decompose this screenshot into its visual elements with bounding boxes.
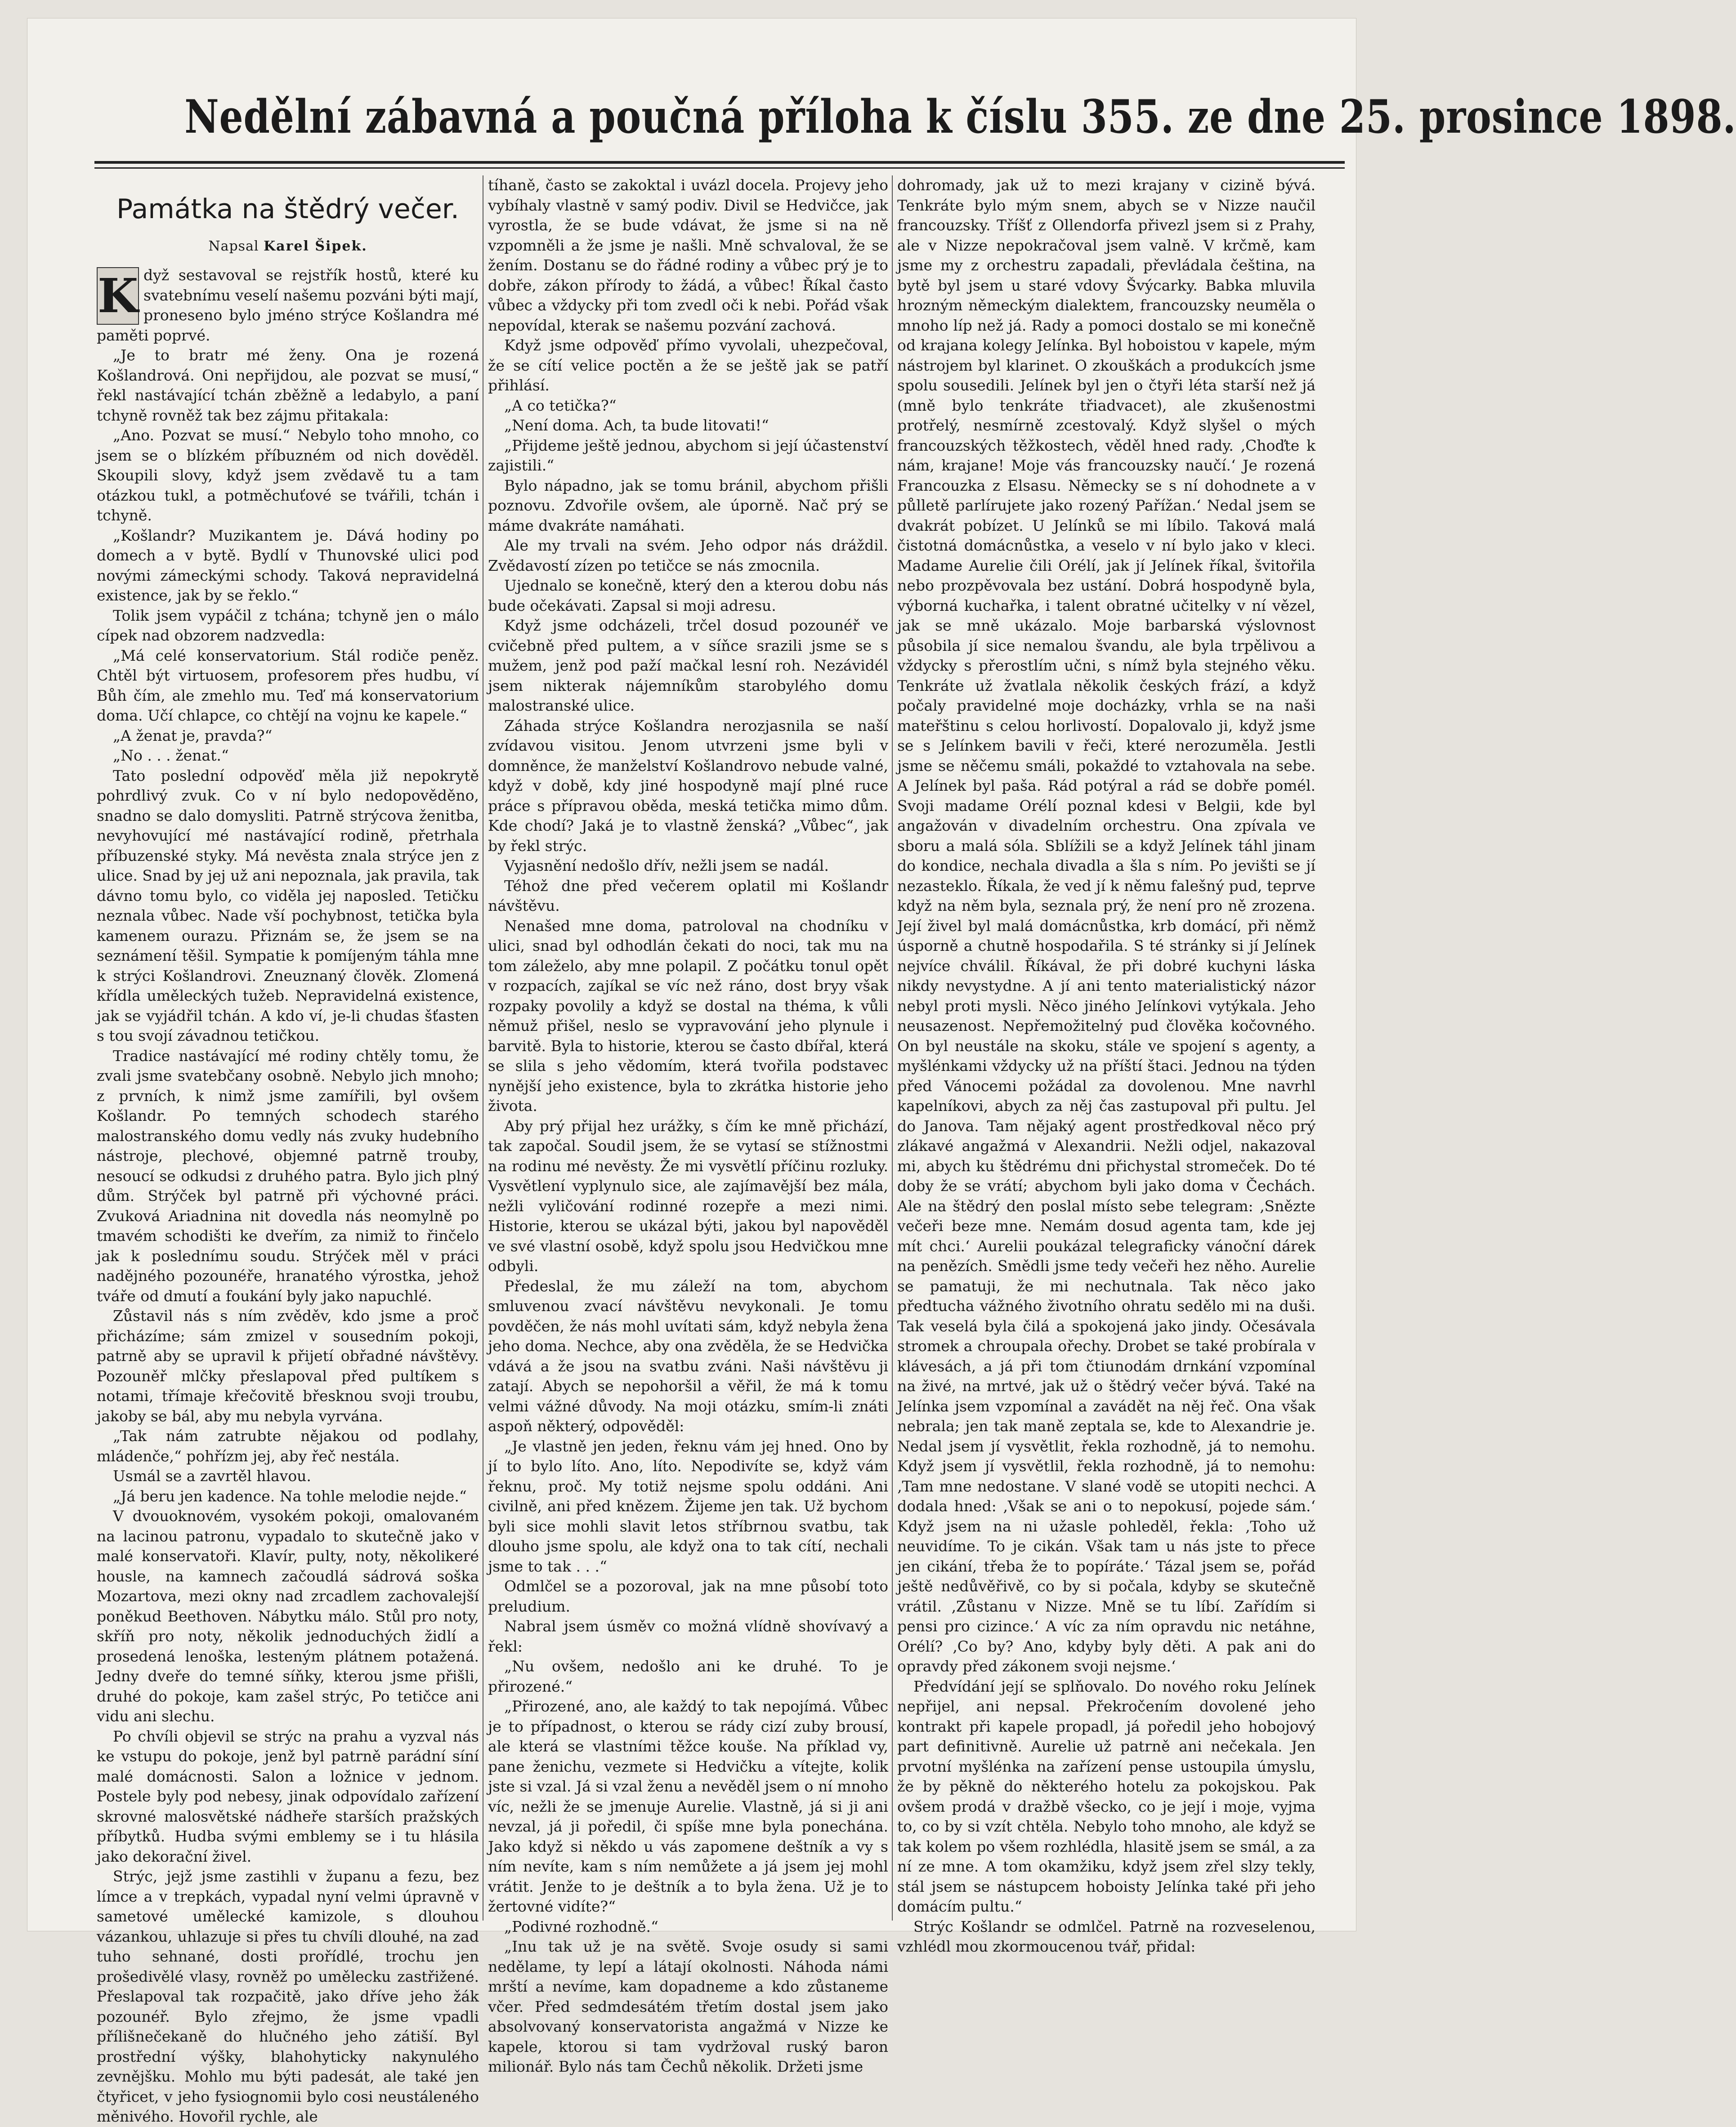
paragraph: „Přirozené, ano, ale každý to tak nepojímá. Vůbec je to případnost, o kterou se rády cizí zuby brousí, ale která se vlastními těžce kouše. Na příklad vy, pane ženichu, vezmete si Hedvičku a vítejte, kolik jste si vzal. Já si vzal ženu a nevěděl jsem o ní mnoho víc, nežli že se jmenuje Aurelie. Vlastně, já si ji ani nevzal, já ji poředil, či spíše mne byla ponechána. Jako když si někdo u vás zapomene deštník a vy s ním nevíte, kam s ním nemůžete a já jsem jej mohl vrátit. Jenže to je deštník a to byla žena. Už je to žertovné vidíte?“: [488, 1697, 888, 1915]
column-2-body: [488, 175, 888, 2077]
drop-cap: K: [97, 267, 139, 325]
paragraph: dyž sestavoval se rejstřík hostů, které ku svatebnímu veselí našemu pozváni býti mají, proneseno bylo jméno strýce Košlandra mé paměti poprvé.: [97, 266, 479, 344]
paragraph: Nabral jsem úsměv co možná vlídně shovívavý a řekl:: [488, 1617, 888, 1655]
paragraph: Když jsme odpověď přímo vyvolali, uhezpečoval, že se cítí velice poctěn a že se ještě jak se patří přihlásí.: [488, 336, 888, 394]
paragraph: Předvídání její se splňovalo. Do nového roku Jelínek nepřijel, ani nepsal. Překročením dovolené jeho kontrakt při kapele propadl, já poředil jeho hobojový part definitivně. Aurelie už patrně ani nečekala. Jen prvotní myšlénka na zařízení pense ustoupila úmyslu, že by pěkně do některého hotelu za pokojskou. Pak ovšem prodá v dražbě všecko, co je její i moje, vyjma to, co by si vzít chtěla. Nebylo toho mnoho, ale když se tak kolem po všem rozhlédla, hlasitě jsem se smál, a za ní ze mne. A tom okamžiku, když jsem zřel slzy tekly, stál jsem se nástupcem hoboisty Jelínka také při jeho domácím pultu.“: [897, 1677, 1315, 1915]
paragraph: „Není doma. Ach, ta bude litovati!“: [504, 416, 769, 434]
article-title: Památka na štědrý večer.: [116, 193, 459, 225]
column-3: [897, 175, 1315, 1955]
paragraph: „No . . . ženat.“: [113, 747, 229, 764]
paragraph: Tolik jsem vypáčil z tchána; tchyně jen o málo cípek nad obzorem nadzvedla:: [97, 606, 479, 644]
column-3-body: [897, 175, 1315, 1957]
paragraph: Bylo nápadno, jak se tomu bránil, abychom přišli poznovu. Zdvořile ovšem, ale úporně. Nač prý se máme dvakráte namáhati.: [488, 476, 888, 534]
paragraph: „Nu ovšem, nedošlo ani ke druhé. To je přirozené.“: [488, 1657, 888, 1695]
paragraph: Vyjasnění nedošlo dřív, nežli jsem se nadál.: [504, 857, 829, 874]
paragraph: „Já beru jen kadence. Na tohle melodie nejde.“: [113, 1487, 467, 1505]
paragraph: Strýc, jejž jsme zastihli v županu a fezu, bez límce a v trepkách, vypadal nyní velmi úpravně v sametové umělecké kamizole, s dlouhou vázankou, uhlazuje si přes tu chvíli dlouhé, na zad tuho sehnané, dosti prořídlé, trochu jen prošedivělé vlasy, rovněž po umělecku zastřižené. Přeslapoval tak rozpačitě, jako dříve jeho žák pozounéř. Bylo zřejmo, že jsme vpadli přílišnečekaně do hlučného jeho zátiší. Byl prostřední výšky, blahohyticky nakynulého zevnějšku. Mohlo mu býti padesát, ale také jen čtyřicet, v jeho fysiognomii bylo cosi neustáleného měnivého. Hovořil rychle, ale: [97, 1867, 479, 2125]
paragraph: Téhož dne před večerem oplatil mi Košlandr návštěvu.: [488, 877, 888, 914]
paragraph: Usmál se a zavrtěl hlavou.: [113, 1467, 311, 1485]
paragraph: Zůstavil nás s ním zvěděv, kdo jsme a proč přicházíme; sám zmizel v sousedním pokoji, patrně aby se upravil k přijetí obřadné návštěvy. Pozouněř mlčky přeslapoval před pultíkem s notami, třímaje křečovitě břesknou svoji troubu, jakoby se bál, aby mu nebyla vyrvána.: [97, 1307, 479, 1425]
paragraph: „Podivné rozhodně.“: [504, 1917, 658, 1935]
paragraph: „A ženat je, pravda?“: [113, 726, 273, 744]
column-2: [488, 175, 888, 2075]
paragraph: „Inu tak už je na světě. Svoje osudy si sami nedělame, ty lepí a látají okolnosti. Náhoda námi mrští a nevíme, kam dopadneme a kdo zůstaneme včer. Před sedmdesátém třetím dostal jsem jako absolvovaný konservatorista angažmá v Nizze ke kapele, ktorou si tam vydržoval ruský baron milionář. Bylo nás tam Čechů několik. Držeti jsme: [488, 1938, 888, 2075]
paragraph: „Tak nám zatrubte nějakou od podlahy, mládenče,“ pohřízm jej, aby řeč nestála.: [97, 1427, 479, 1465]
paragraph: Ale my trvali na svém. Jeho odpor nás dráždil. Zvědavostí zízen po tetičce se nás zmocnila.: [488, 537, 888, 574]
paragraph: „A co tetička?“: [504, 396, 617, 414]
paragraph: „Je to bratr mé ženy. Ona je rozená Košlandrová. Oni nepřijdou, ale pozvat se musí,“ řekl nastávající tchán zběžně a ledabylo, a paní tchyně rovněž tak bez zájmu přitakala:: [97, 346, 479, 424]
paragraph: „Je vlastně jen jeden, řeknu vám jej hned. Ono by jí to bylo líto. Ano, líto. Nepodivíte se, když vám řeknu, proč. My totiž nejsme spolu oddáni. Ani civilně, ani před knězem. Žijeme jen tak. Už bychom byli sice mohli slavit letos stříbrnou svatbu, tak dlouho jsme spolu, ale když ona to tak cítí, nechali jsme to tak . . .“: [488, 1437, 888, 1575]
paragraph: Nenašed mne doma, patroloval na chodníku v ulici, snad byl odhodlán čekati do noci, tak mu na tom záleželo, aby mne polapil. Z počátku tonul opět v rozpacích, zajíkal se víc než ráno, dost bryy však rozpaky povolily a když se dostal na théma, k vůli němuž přišel, neslo se vypravování jeho plynule i barvitě. Byla to historie, kterou se často dbířal, která se slila s jeho vědomím, která tvořila podstavec nynější jeho existence, byla to zkrátka historie jeho života.: [488, 917, 888, 1115]
paragraph: Záhada strýce Košlandra nerozjasnila se naší zvídavou visitou. Jenom utvrzeni jsme byli v domněnce, že manželství Košlandrovo nebude valné, když v době, kdy jiné hospodyně mají plné ruce práce s přípravou oběda, meská tetička mimo dům. Kde chodí? Jaká je to vlastně ženská? „Vůbec“, jak by řekl strýc.: [488, 716, 888, 855]
paragraph: „Ano. Pozvat se musí.“ Nebylo toho mnoho, co jsem se o blízkém příbuzném od nich dověděl. Skoupili slovy, když jsem zvědavě tu a tam otázkou tukl, a potměchuťové se tvářili, tchán i tchyně.: [97, 426, 479, 524]
paragraph: Ujednalo se konečně, který den a kterou dobu nás bude očekávati. Zapsal si moji adresu.: [488, 577, 888, 614]
newspaper-page: [27, 18, 1736, 2125]
paragraph: Po chvíli objevil se strýc na prahu a vyzval nás ke vstupu do pokoje, jenž byl patrně parádní síní malé domácnosti. Salon a ložnice v jednom. Postele byly pod nebesy, jinak odpovídalo zařízení skrovné malosvětské nádheře starších pražských příbytků. Hudba svými emblemy se i tu hlásila jako dekorační živel.: [97, 1727, 479, 1865]
column-divider: [892, 175, 893, 1921]
header-rule-thick: [94, 161, 1345, 164]
paragraph: Tato poslední odpověď měla již nepokrytě pohrdlivý zvuk. Co v ní bylo nedopověděno, snadno se dalo domysliti. Patrně strýcova ženitba, nevyhovující mé nastávající rodině, přetrhala příbuzenské styky. Má nevěsta znala strýce jen z ulice. Snad by jej už ani nepoznala, jak pravila, tak dávno tomu bylo, co viděla jej naposled. Tetičku neznala vůbec. Nade vší pochybnost, tetička byla kamenem ourazu. Přiznám se, že jsem se na seznámení těšil. Sympatie k pomíjeným táhla mne k strýci Košlandrovi. Zneuznaný člověk. Zlomená křídla uměleckých tužeb. Nepravidelná existence, jak se vyjádřil tchán. A kdo ví, je-li chudas šťasten s tou svojí závadnou tetičkou.: [97, 766, 479, 1044]
paragraph: Tradice nastávající mé rodiny chtěly tomu, že zvali jsme svatebčany osobně. Nebylo jich mnoho; z prvních, k nimž jsme zamířili, byl ovšem Košlandr. Po temných schodech starého malostranského domu vedly nás zvuky hudebního nástroje, plechové, objemné patrně trouby, nesoucí se odkudsi z druhého patra. Bylo jich plný dům. Strýček byl patrně při výchovné práci. Zvuková Ariadnina nit dovedla nás neomylně po tmavém schodišti ke dveřím, za nimiž to řinčelo jak k poslednímu soudu. Strýček měl v práci nadějného pozounéře, hranatého výrostka, jehož tváře od dmutí a foukání byly jako napuchlé.: [97, 1047, 479, 1305]
paragraph: „Košlandr? Muzikantem je. Dává hodiny po domech a v bytě. Bydlí v Thunovské ulici pod novými zámeckými schody. Taková nepravidelná existence, jak by se řeklo.“: [97, 526, 479, 604]
paragraph: Předeslal, že mu záleží na tom, abychom smluvenou zvací návštěvu nevykonali. Je tomu povděčen, že nás mohl uvítati sám, když nebyla žena jeho doma. Nechce, aby ona zvěděla, že se Hedvička vdává a že jsou na svatbu zváni. Naši návštěvu ji zatají. Abych se nepohoršil a věřil, že má k tomu velmi vážné důvody. Na moji otázku, smím-li znáti aspoň některý, odpověděl:: [488, 1277, 888, 1435]
paragraph: tíhaně, často se zakoktal i uvázl docela. Projevy jeho vybíhaly vlastně v samý podiv. Divil se Hedvičce, jak vyrostla, že se bude vdávat, že jsme si na ně vzpomněli a že jsme je našli. Mně schvaloval, že se žením. Dostanu se do řádné rodiny a vůbec prý je to dobře, zákon přírody to žádá, a vůbec! Říkal často vůbec a vždycky při tom zvedl oči k nebi. Pořád však nepovídal, kterak se našemu pozvání zachová.: [488, 176, 888, 334]
paragraph: „Přijdeme ještě jednou, abychom si její účastenství zajistili.“: [488, 436, 888, 474]
byline-prefix: Napsal: [208, 238, 259, 254]
byline: [97, 237, 479, 255]
paragraph: V dvouoknovém, vysokém pokoji, omalovaném na lacinou patronu, vypadalo to skutečně jako v malé konservatoři. Klavír, pulty, noty, několikeré housle, na kamnech začoudlá sádrová soška Mozartova, mezi okny nad zrcadlem zachovalejší poněkud Beethoven. Nábytku málo. Stůl pro noty, skříň pro noty, několik jednoduchých židlí a prosedená lenoška, lesteným plátnem potažená. Jedny dveře do temné síňky, kterou jsme přišli, druhé do pokoje, kam zašel strýc, Po tetičce ani vidu ani slechu.: [97, 1507, 479, 1725]
paragraph: Když jsme odcházeli, trčel dosud pozounéř ve cvičebně před pultem, a v síňce srazili jsme se s mužem, jenž pod paží mačkal lesní roh. Nezávidél jsem nikterak nájemníkům starobylého domu malostranské ulice.: [488, 617, 888, 714]
page-header: Nedělní zábavná a poučná příloha k číslu 355. ze dne 25. prosince 1898.: [184, 90, 1736, 144]
paragraph: Strýc Košlandr se odmlčel. Patrně na rozveselenou, vzhlédl mou zkormoucenou tvář, přidal:: [897, 1917, 1315, 1955]
paragraph: dohromady, jak už to mezi krajany v cizině bývá. Tenkráte bylo mým snem, abych se v Nizze naučil francouzsky. Tříšť z Ollendorfa přivezl jsem si z Prahy, ale v Nizze nepokračoval jsem valně. V krčmě, kam jsme my z orchestru zapadali, převládala čeština, na bytě byl jsem u staré vdovy Švýcarky. Babka mluvila hrozným německým dialektem, francouzsky neuměla o mnoho líp než já. Rady a pomoci dostalo se mi konečně od krajana kolegy Jelínka. Byl hoboistou v kapele, mým nástrojem byl klarinet. O zkouškách a produkcích jsme spolu sousedili. Jelínek byl jen o čtyři léta starší než já (mně bylo tenkráte třiadvacet), ale zkušenostmi protřelý, nesmírně zcestovalý. Když slyšel o mých francouzských těžkostech, věděl hned rady. ‚Choďte k nám, krajane! Moje vás francouzsky naučí.‘ Je rozená Francouzka z Elsasu. Německy se s ní dohodnete a v půlletě parlírujete jako rozený Pařížan.‘ Nedal jsem se dvakrát pobízet. U Jelínků se mi líbilo. Taková malá čistotná domácnůstka, a veselo v ní bylo jako v kleci. Madame Aurelie čili Orélí, jak jí Jelínek říkal, švitořila nebo prozpěvovala bez ustání. Dobrá hospodyně byla, výborná kuchařka, i talent obratné učitelky v ní vězel, jak se mně ukázalo. Moje barbarská výslovnost působila jí sice nemalou švandu, ale byla trpělivou a vždycky s přerostlím učni, s nímž byla stejného věku. Tenkráte už žvatlala několik českých frází, a když počaly pravidelné moje docházky, vrhla se na naši mateřštinu s celou horlivostí. Dopalovalo ji, když jsme se s Jelínkem bavili v řeči, které nerozuměla. Jestli jsme se něčemu smáli, pokaždé to vztahovala na sebe. A Jelínek byl paša. Rád potýral a rád se dobře pomél. Svoji madame Orélí poznal kdesi v Belgii, kde byl angažován v divadelním orchestru. Ona zpívala ve sboru a malá sóla. Sblížili se a když Jelínek táhl jinam do kondice, nechala divadla a šla s ním. Po jevišti se jí nezasteklo. Říkala, že ved jí k němu falešný pud, teprve když na něm byla, seznala prý, že není pro ně zrozena. Její živel byl malá domácnůstka, krb domácí, při němž úsporně a chutně hospodařila. S té stránky si jí Jelínek nejvíce chválil. Říkával, že při dobré kuchyni láska nikdy nevystydne. A jí ani tento materialistický názor nebyl proti mysli. Něco jiného Jelínkovi vytýkala. Jeho neusazenost. Nepřemožitelný pud člověka kočovného. On byl neustále na skoku, stále ve spojení s agenty, a myšlénkami vždycky už na příští štaci. Jednou na týden před Vánocemi požádal za dovolenou. Mne navrhl kapelníkovi, abych za něj čas zastupoval při pultu. Jel do Janova. Tam nějaký agent prostředkoval něco prý zlákavé angažmá v Alexandrii. Nežli odjel, nakazoval mi, abych ku štědrému dni přichystal stromeček. Do té doby že se vrátí; abychom byli jako doma v Čechách. Ale na štědrý den poslal místo sebe telegram: ‚Snězte večeři beze mne. Nemám dosud agenta tam, kde jej mít chci.‘ Aurelii poukázal telegraficky vánoční dárek na penězích. Smědli jsme tedy večeři hez něho. Aurelie se pamatuji, že mi nechutnala. Tak něco jako předtucha vážného životního ohratu sedělo mi na duši. Tak veselá byla čilá a spokojená jako jindy. Očesávala stromek a chroupala ořechy. Drobet se také probírala v klávesách, a já při tom čtiunodám drnkání vzpomínal na živé, na mrtvé, jak už o štědrý večer bývá. Také na Jelínka jsem vzpomínal a zavádět na něj řeč. Ona však nebrala; jen tak maně zeptala se, kde to Alexandrie je. Nedal jsem jí vysvětlit, řekla rozhodně, já to nemohu. Když jsem jí vysvětlil, řekla rozhodně, já to nemohu: ‚Tam mne nedostane. V slané vodě se utopiti nechci. A dodala hned: ‚Však se ani o to nepokusí, pojede sám.‘ Když jsem na ni užasle pohleděl, řekla: ‚Toho už neuvidíme. To je cikán. Však tam u nás jste to přece jen cikání, třeba že to popíráte.‘ Tázal jsem se, pořád ještě nedůvěřivě, co by si počala, kdyby se skutečně vrátil. ‚Zůstanu v Nizze. Mně se tu líbí. Zařídím si pensi pro cizince.‘ A víc za ním opravdu nic netáhne, Orélí? ‚Co by? Ano, kdyby byly děti. A pak ani do opravdy před zákonem svoji nejsme.‘: [897, 176, 1315, 1675]
author-name: Karel Šipek.: [264, 238, 367, 254]
column-1-body: [97, 265, 479, 2127]
paragraph: Aby prý přijal hez urážky, s čím ke mně přichází, tak započal. Soudil jsem, že se vytasí se stížnostmi na rodinu mé nevěsty. Že mi vysvětlí příčinu rozluky. Vysvětlení vyplynulo sice, ale zajímavější bez mála, nežli vyličování rodinné rozepře a mezi nimi. Historie, kterou se ukázal býti, jakou byl napověděl ve své vlastní osobě, když spolu jsou Hedvičkou mne odbyli.: [488, 1117, 888, 1275]
column-1: [97, 175, 479, 2125]
paragraph: Odmlčel se a pozoroval, jak na mne působí toto preludium.: [488, 1577, 888, 1615]
paragraph: „Má celé konservatorium. Stál rodiče peněz. Chtěl být virtuosem, profesorem přes hudbu, ví Bůh čím, ale zmehlo mu. Teď má konservatorium doma. Učí chlapce, co chtějí na vojnu ke kapele.“: [97, 646, 479, 724]
header-rule-thin: [94, 167, 1345, 169]
